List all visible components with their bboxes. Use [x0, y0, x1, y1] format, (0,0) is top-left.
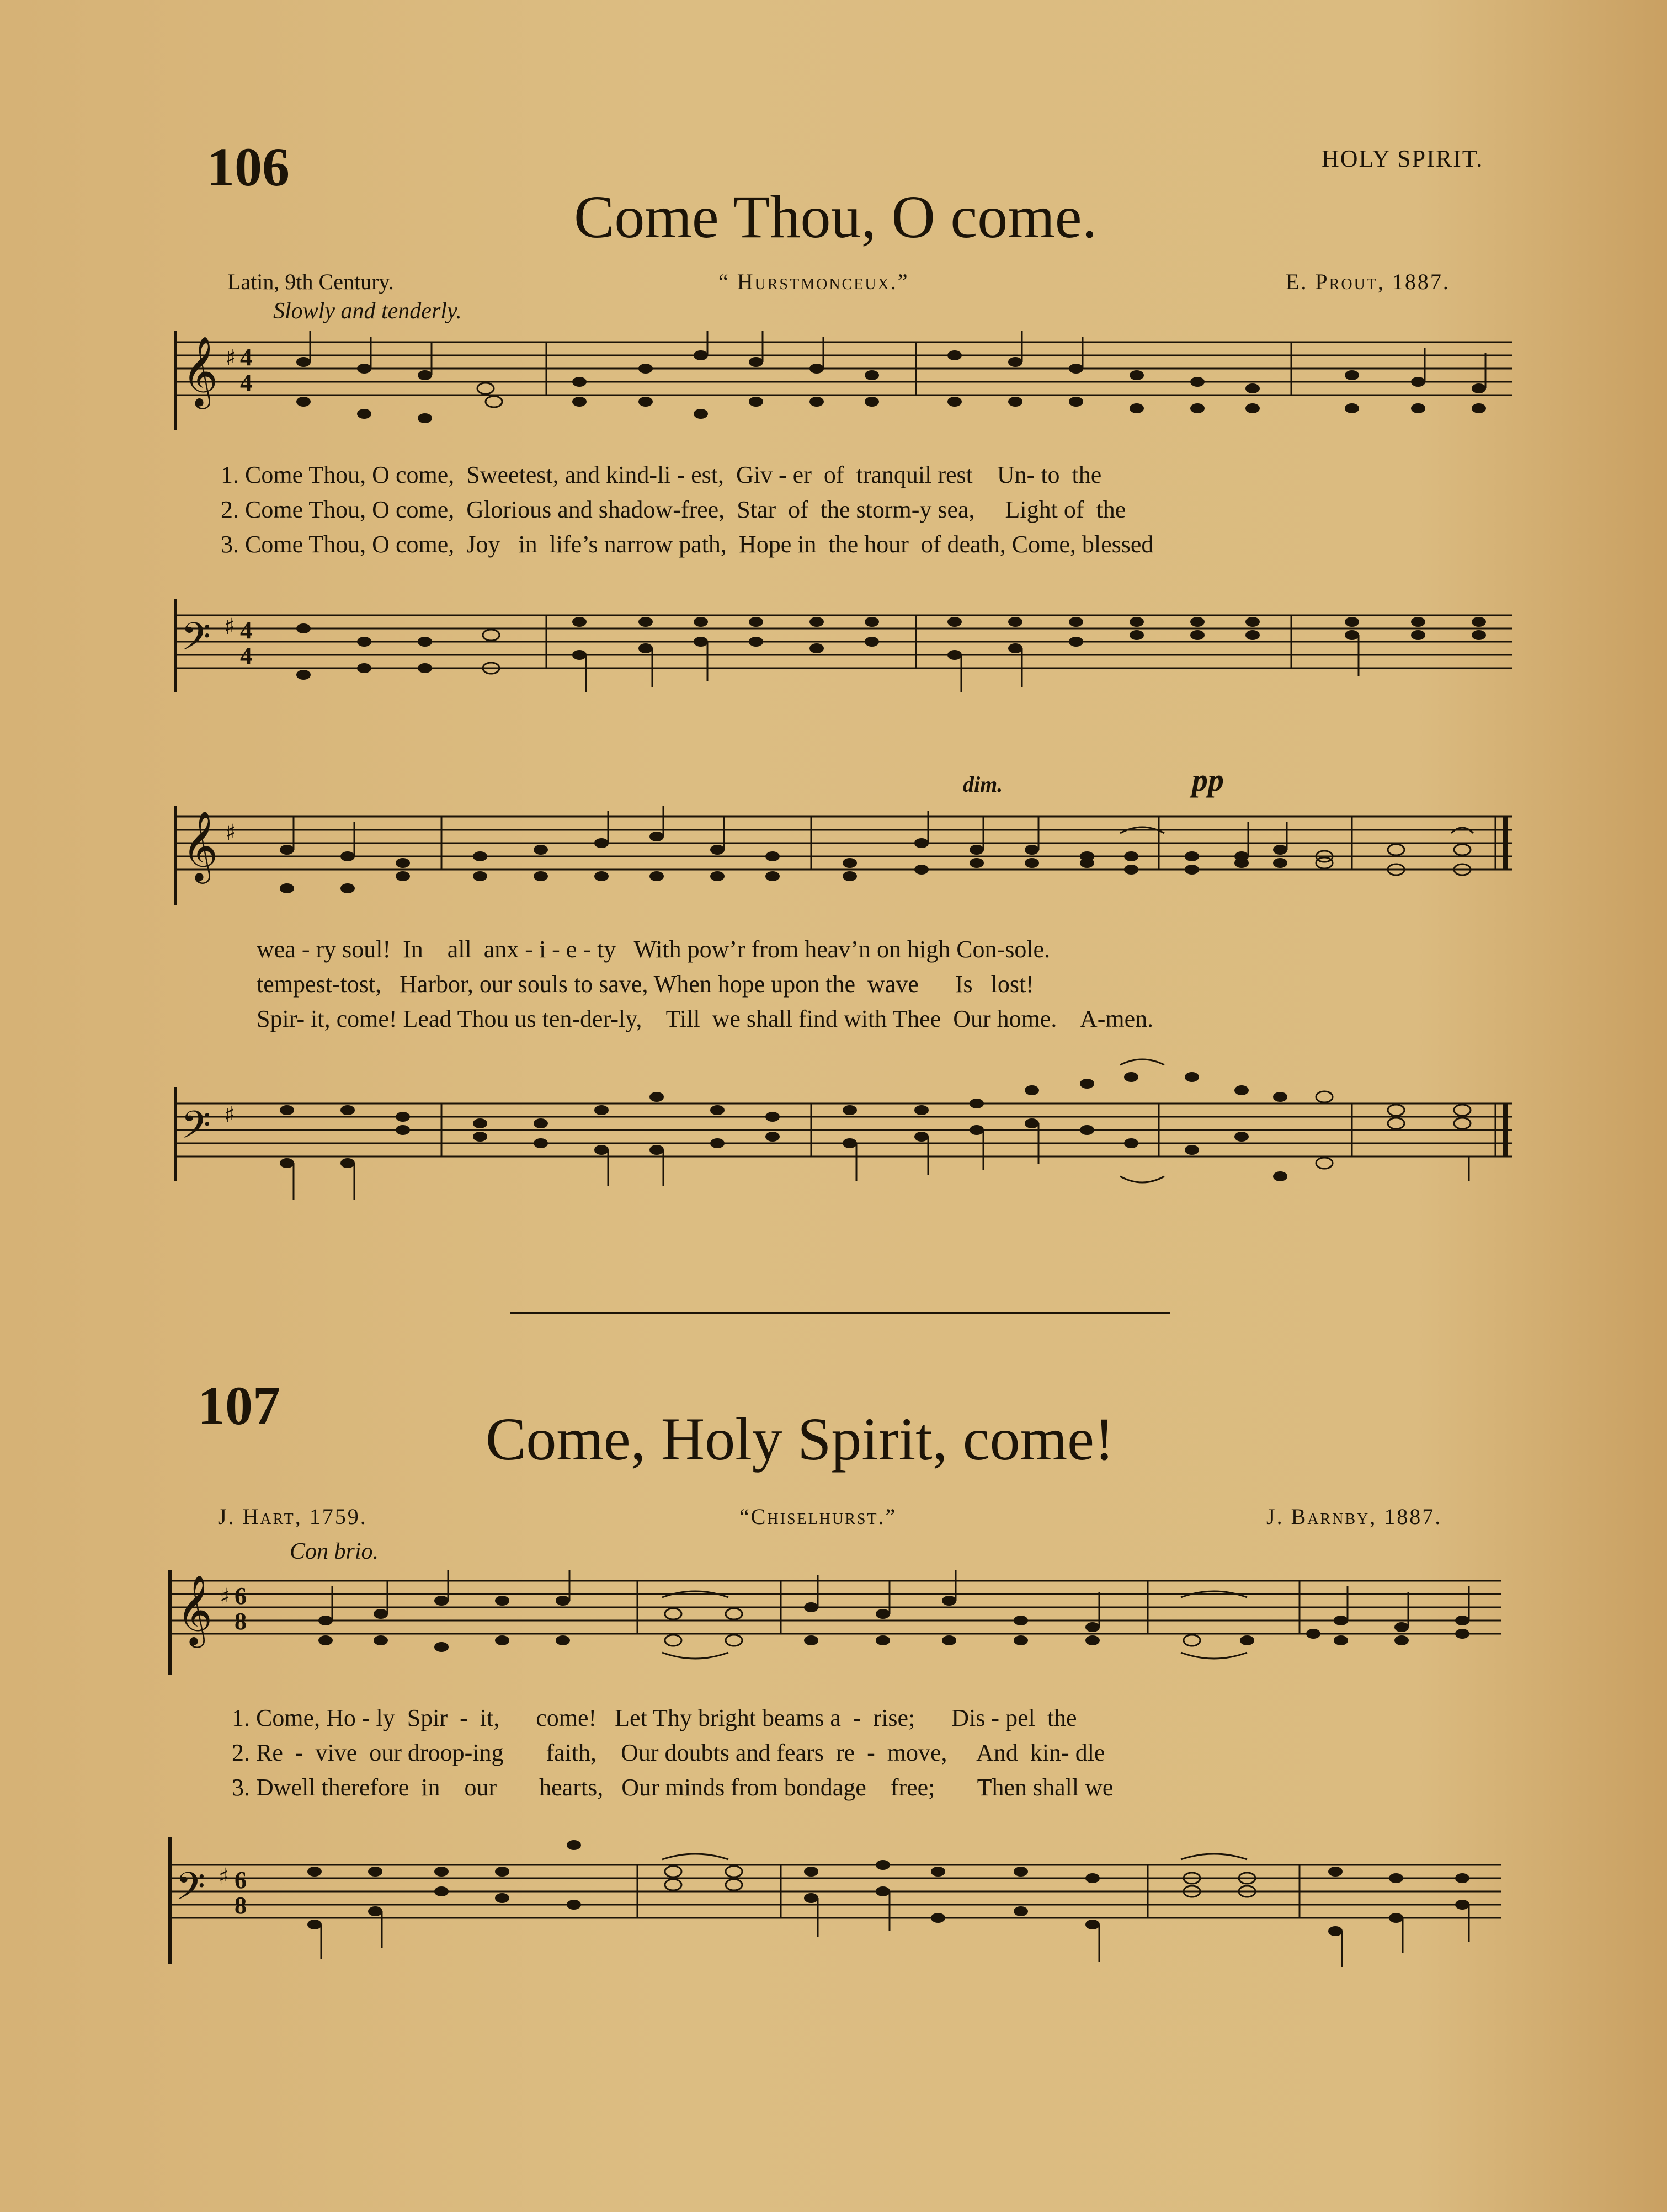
hymn-106-verse2-line2: tempest-tost, Harbor, our souls to save, When hope upon the wave Is lost! [257, 971, 1034, 998]
svg-text:8: 8 [235, 1608, 247, 1635]
svg-text:♯: ♯ [219, 1864, 230, 1889]
svg-text:♯: ♯ [220, 1584, 231, 1609]
hymn-106-system2-treble-staff [171, 806, 1517, 910]
hymn-107-verse2-line1: 2. Re - vive our droop-ing faith, Our doubts and fears re - move, And kin- dle [232, 1739, 1105, 1766]
hymn-107-words-credit: J. Hart, 1759. [218, 1504, 368, 1529]
svg-text:4: 4 [240, 344, 252, 371]
hymn-106-system2-bass-staff [171, 1054, 1517, 1219]
hymn-number-106: 106 [207, 136, 290, 198]
svg-text:8: 8 [235, 1892, 247, 1919]
svg-text:♯: ♯ [225, 820, 236, 845]
svg-text:𝄢: 𝄢 [181, 1102, 211, 1156]
svg-text:4: 4 [240, 642, 252, 669]
svg-text:♯: ♯ [224, 1102, 235, 1128]
svg-text:6: 6 [235, 1582, 247, 1609]
svg-text:6: 6 [235, 1867, 247, 1894]
hymn-107-verse1-line1: 1. Come, Ho - ly Spir - it, come! Let Thy bright beams a - rise; Dis - pel the [232, 1704, 1077, 1731]
hymn-107-verse3-line1: 3. Dwell therefore in our hearts, Our minds from bondage free; Then shall we [232, 1774, 1114, 1801]
hymn-106-verse1-line1: 1. Come Thou, O come, Sweetest, and kind-li - est, Giv - er of tranquil rest Un- to the [221, 461, 1102, 488]
hymn-106-words-credit: Latin, 9th Century. [227, 269, 394, 294]
hymn-107-tempo: Con brio. [290, 1539, 379, 1564]
svg-text:𝄞: 𝄞 [177, 1574, 213, 1645]
hymn-106-tempo: Slowly and tenderly. [273, 299, 462, 324]
section-label: HOLY SPIRIT. [1322, 145, 1484, 172]
hymn-107-music-credit: J. Barnby, 1887. [1266, 1504, 1442, 1529]
svg-text:4: 4 [240, 369, 252, 396]
hymn-106-tune-name: “ Hurstmonceux.” [718, 269, 909, 294]
hymn-106-music-credit: E. Prout, 1887. [1286, 269, 1450, 294]
hymn-106-system1-bass-staff [171, 599, 1517, 703]
hymn-106-verse1-line2: wea - ry soul! In all anx - i - e - ty With pow’r from heav’n on high Con-sole. [257, 936, 1051, 963]
hymn-separator-rule [510, 1312, 1170, 1314]
hymn-106-verse3-line2: Spir- it, come! Lead Thou us ten-der-ly, Till we shall find with Thee Our home. A-men. [257, 1005, 1154, 1032]
hymn-106-verse3-line1: 3. Come Thou, O come, Joy in life’s narrow path, Hope in the hour of death, Come, blessed [221, 531, 1154, 558]
dynamic-pp: pp [1192, 762, 1224, 798]
svg-text:♯: ♯ [225, 345, 236, 371]
svg-text:𝄢: 𝄢 [175, 1864, 206, 1918]
svg-text:𝄢: 𝄢 [181, 614, 211, 668]
hymn-106-title: Come Thou, O come. [574, 183, 1098, 250]
hymn-106-system1-treble-staff [171, 331, 1517, 430]
svg-text:4: 4 [240, 617, 252, 644]
hymn-107-system1-bass-staff [166, 1837, 1517, 1975]
svg-text:♯: ♯ [224, 614, 235, 639]
hymn-106-verse2-line1: 2. Come Thou, O come, Glorious and shadow-free, Star of the storm-y sea, Light of the [221, 496, 1126, 523]
svg-text:𝄞: 𝄞 [182, 335, 219, 406]
hymn-107-tune-name: “Chiselhurst.” [739, 1504, 897, 1529]
hymn-number-107: 107 [198, 1375, 280, 1436]
dynamic-dim: dim. [963, 772, 1003, 797]
svg-text:𝄞: 𝄞 [182, 810, 219, 881]
hymn-107-title: Come, Holy Spirit, come! [486, 1405, 1115, 1473]
hymn-107-system1-treble-staff [166, 1570, 1517, 1680]
